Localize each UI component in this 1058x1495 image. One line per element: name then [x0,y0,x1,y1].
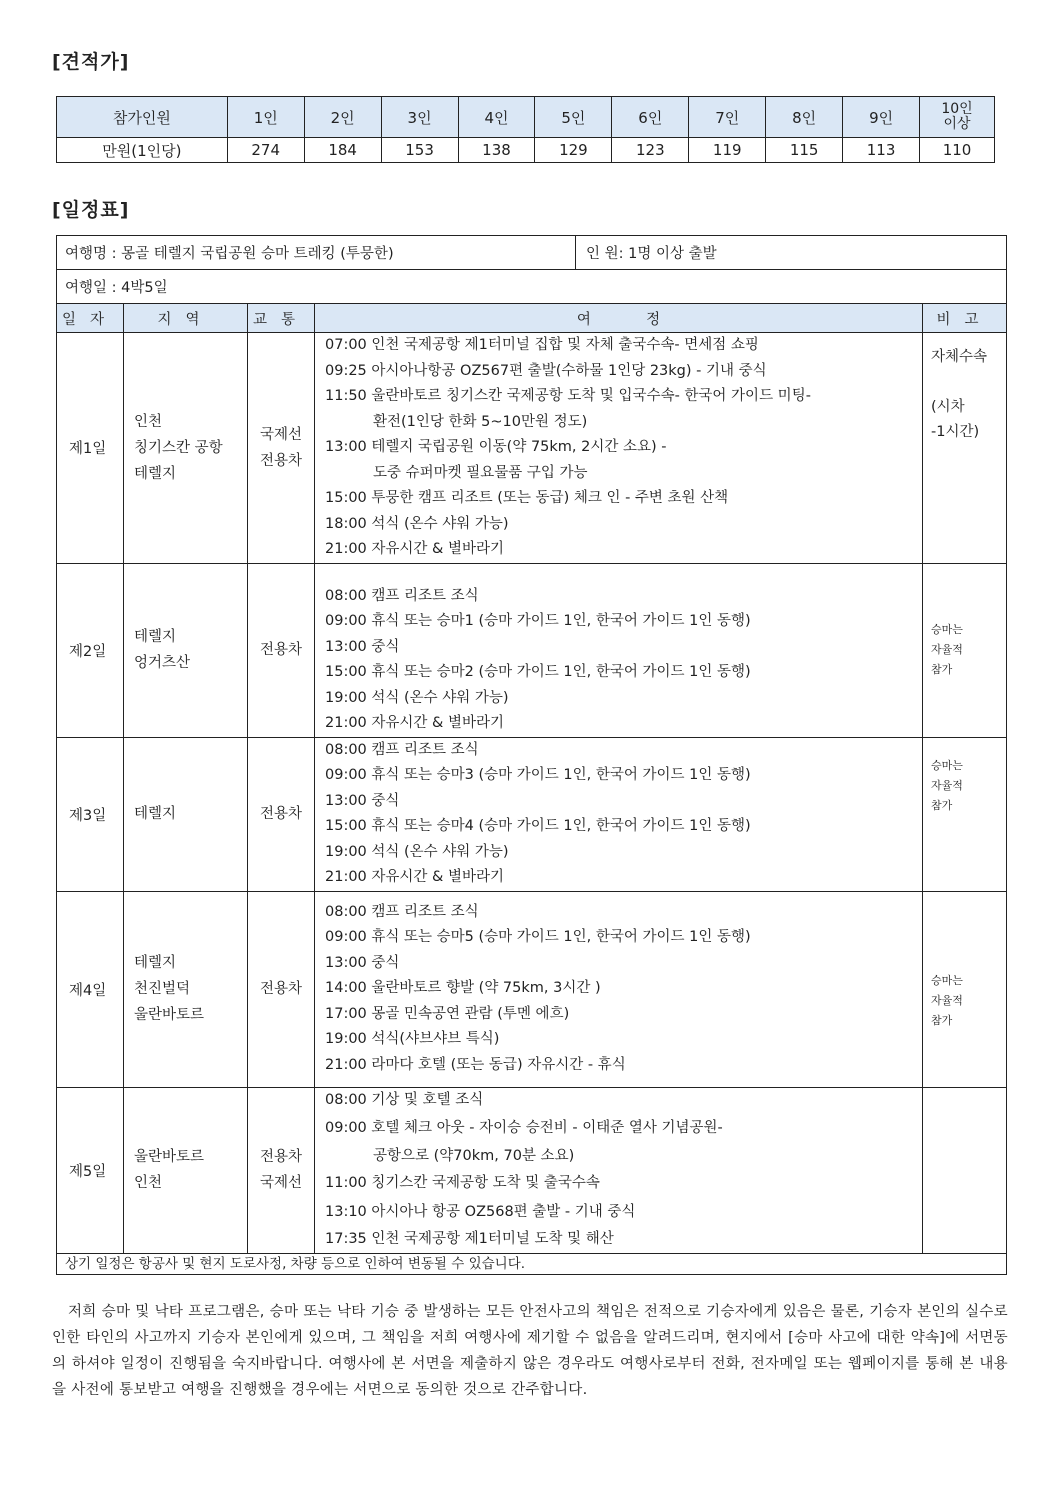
itinerary-item: 09:25 아시아나항공 OZ567편 출발(수하물 1인당 23kg) - 기내 중식 [325,362,767,379]
day-transport [248,737,315,891]
day-row-5 [57,1087,1007,1253]
itinerary-item: 11:50 울란바토르 칭기스칸 국제공항 도착 및 입국수속- 한국어 가이드 미팅- [325,388,811,404]
day-transport [248,891,315,1087]
itinerary-item: 19:00 석식 (온수 샤워 가능) [325,689,509,706]
itinerary-item: 09:00 휴식 또는 승마3 (승마 가이드 1인, 한국어 가이드 1인 동행) [325,767,751,783]
price-col-1: 1인 [227,97,304,138]
price-header-label: 참가인원 [57,97,228,138]
col-transport: 교통 [248,304,315,333]
day-area [124,563,248,737]
note-line: 승마는 [931,758,963,772]
itinerary-item: 13:00 중식 [325,954,400,971]
day-label: 제1일 [57,333,124,564]
schedule-table [56,235,1007,1275]
price-value: 138 [458,138,535,163]
itinerary-item: 13:00 중식 [325,638,400,655]
transport-line: 국제선 [259,1175,303,1191]
itinerary-item: 09:00 휴식 또는 승마1 (승마 가이드 1인, 한국어 가이드 1인 동행) [325,613,751,629]
trip-info-cell [57,236,1007,270]
schedule-footer-row [57,1253,1007,1274]
price-value: 153 [381,138,458,163]
price-value: 129 [535,138,612,163]
area-line: 천진벌덕 [134,981,191,997]
trip-duration-row [57,270,1007,304]
price-value: 184 [304,138,381,163]
day-transport [248,1087,315,1253]
schedule-header-row [57,304,1007,333]
area-line: 인천 [134,1175,163,1191]
itinerary-item: 08:00 캠프 리조트 조식 [325,587,479,604]
price-value: 119 [689,138,766,163]
day-area [124,737,248,891]
day-note [923,1087,1007,1253]
day-note [923,563,1007,737]
area-line: 테렐지 [134,806,177,822]
trip-participants: 인 원: 1명 이상 출발 [586,246,717,262]
area-line: 엉거츠산 [134,655,191,671]
transport-line: 국제선 [259,426,303,443]
itinerary-item: 21:00 자유시간 & 별바라기 [325,715,504,731]
price-header-row [57,97,995,138]
price-col-3: 3인 [381,97,458,138]
note-line: (시차 [931,399,965,415]
itinerary-item: 09:00 휴식 또는 승마5 (승마 가이드 1인, 한국어 가이드 1인 동행) [325,929,751,946]
transport-line: 전용차 [259,452,303,469]
price-col-10plus-line1: 10인 [941,101,973,117]
day-row-2 [57,563,1007,737]
day-itinerary [315,737,923,891]
itinerary-item: 08:00 캠프 리조트 조식 [325,903,479,920]
col-note: 비고 [923,304,1007,333]
itinerary-item: 환전(1인당 한화 5~10만원 정도) [373,413,588,430]
area-line: 울란바토르 [134,1149,205,1165]
trip-duration: 여행일 : 4박5일 [57,270,1007,304]
price-row-label: 만원(1인당) [57,138,228,163]
day-row-3 [57,737,1007,891]
price-table [56,96,995,163]
trip-name: 여행명 : 몽골 테렐지 국립공원 승마 트레킹 (투뭉한) [57,236,576,269]
col-day: 일자 [57,304,124,333]
itinerary-item: 21:00 라마다 호텔 (또는 동급) 자유시간 - 휴식 [325,1056,626,1073]
day-note [923,891,1007,1087]
schedule-footer-note: 상기 일정은 항공사 및 현지 도로사정, 차량 등으로 인하여 변동될 수 있습니다. [57,1253,1007,1274]
quote-section-title: [견적가] [52,51,130,73]
trip-info-row [57,236,1007,270]
itinerary-item: 19:00 석식(샤브샤브 특식) [325,1031,500,1048]
price-col-10plus-line2: 이상 [943,116,971,132]
transport-line: 전용차 [259,981,303,997]
price-value: 123 [612,138,689,163]
note-line: 자율적 [931,994,963,1007]
day-note [923,737,1007,891]
note-line: -1시간) [931,424,980,440]
day-transport [248,333,315,564]
day-area [124,891,248,1087]
area-line: 테렐지 [134,629,177,645]
itinerary-item: 14:00 울란바토르 향발 (약 75km, 3시간 ) [325,980,601,997]
day-label: 제5일 [57,1087,124,1253]
note-line: 승마는 [931,623,963,636]
itinerary-item: 15:00 투뭉한 캠프 리조트 (또는 동급) 체크 인 - 주변 초원 산책 [325,490,729,506]
area-line: 울란바토르 [134,1007,205,1023]
itinerary-item: 21:00 자유시간 & 별바라기 [325,541,504,557]
day-itinerary [315,333,923,564]
safety-notice: 저희 승마 및 낙타 프로그램은, 승마 또는 낙타 기승 중 발생하는 모든 안전사고의 책임은 전적으로 기승자에게 있음은 물론, 기승자 본인의 실수로 인한 타인의 사고까지 기승자 본인에게 있으며, 그 책임을 저희 여행사에 제기할 수 없음을 알려드리며, 현지에서 [승마 사고에 대한 약속]에 서면동의 하셔야 일정이 진행됨을 숙지바랍니다. 여행사에 본 서면을 제출하지 않은 경우라도 여행사로부터 전화, 전자메일 또는 웹페이지를 통해 본 내용을 사전에 통보받고 여행을 진행했을 경우에는 서면으로 동의한 것으로 간주합니다. [52,1304,1008,1398]
area-line: 테렐지 [134,955,177,971]
day-label: 제4일 [57,891,124,1087]
itinerary-item: 08:00 캠프 리조트 조식 [325,741,479,758]
day-row-4 [57,891,1007,1087]
area-line: 인천 [134,413,163,430]
note-line: 참가 [931,798,953,812]
price-col-2: 2인 [304,97,381,138]
note-line: 승마는 [931,974,963,987]
note-line: 자율적 [931,643,963,656]
day-area [124,1087,248,1253]
itinerary-item: 13:00 테렐지 국립공원 이동(약 75km, 2시간 소요) - [325,439,667,455]
itinerary-item: 17:35 인천 국제공항 제1터미널 도착 및 해산 [325,1231,614,1247]
itinerary-item: 15:00 휴식 또는 승마2 (승마 가이드 1인, 한국어 가이드 1인 동행) [325,664,751,680]
day-label: 제2일 [57,563,124,737]
note-line: 참가 [931,663,953,676]
transport-line: 전용차 [259,642,303,658]
itinerary-item: 11:00 칭기스칸 국제공항 도착 및 출국수속 [325,1175,600,1191]
price-value: 115 [766,138,843,163]
price-value: 274 [227,138,304,163]
note-line: 자체수속 [931,349,988,365]
price-value: 110 [920,138,995,163]
itinerary-item: 09:00 호텔 체크 아웃 - 자이승 승전비 - 이태준 열사 기념공원- [325,1120,723,1136]
transport-line: 전용차 [259,806,303,822]
day-itinerary [315,1087,923,1253]
itinerary-item: 13:10 아시아나 항공 OZ568편 출발 - 기내 중식 [325,1204,636,1220]
price-col-9: 9인 [843,97,920,138]
itinerary-item: 공항으로 (약70km, 70분 소요) [373,1148,575,1164]
price-col-5: 5인 [535,97,612,138]
price-value: 113 [843,138,920,163]
area-line: 칭기스칸 공항 [134,439,223,456]
itinerary-item: 17:00 몽골 민속공연 관람 (투멘 에흐) [325,1005,570,1022]
note-line [931,370,1006,395]
itinerary-item: 21:00 자유시간 & 별바라기 [325,869,504,885]
itinerary-item: 도중 슈퍼마켓 필요물품 구입 가능 [373,464,588,481]
itinerary-item: 08:00 기상 및 호텔 조식 [325,1091,484,1108]
schedule-section-title: [일정표] [52,199,130,221]
price-col-4: 4인 [458,97,535,138]
day-area [124,333,248,564]
day-row-1 [57,333,1007,564]
price-value-row [57,138,995,163]
col-itinerary: 여 정 [315,304,923,333]
price-col-7: 7인 [689,97,766,138]
area-line: 테렐지 [134,465,177,482]
day-itinerary [315,891,923,1087]
price-col-8: 8인 [766,97,843,138]
price-col-10plus [920,97,995,138]
itinerary-item: 15:00 휴식 또는 승마4 (승마 가이드 1인, 한국어 가이드 1인 동행) [325,818,751,834]
col-area: 지역 [124,304,248,333]
itinerary-item: 18:00 석식 (온수 샤워 가능) [325,515,509,532]
day-label: 제3일 [57,737,124,891]
note-line: 자율적 [931,778,963,792]
price-col-6: 6인 [612,97,689,138]
itinerary-item: 19:00 석식 (온수 샤워 가능) [325,843,509,860]
day-note [923,333,1007,564]
transport-line: 전용차 [259,1149,303,1165]
day-itinerary [315,563,923,737]
note-line: 참가 [931,1014,953,1027]
itinerary-item: 07:00 인천 국제공항 제1터미널 집합 및 자체 출국수속- 면세점 쇼핑 [325,337,759,353]
itinerary-item: 13:00 중식 [325,792,400,809]
day-transport [248,563,315,737]
